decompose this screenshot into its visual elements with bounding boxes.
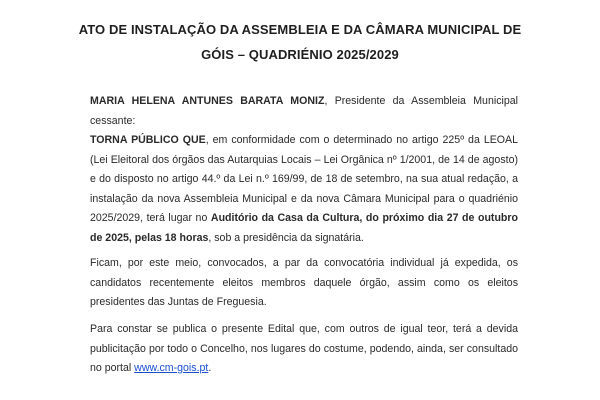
president-name: MARIA HELENA ANTUNES BARATA MONIZ	[90, 95, 325, 107]
paragraph-publication	[90, 320, 518, 379]
portal-link[interactable]: www.cm-gois.pt	[134, 362, 209, 374]
presidency-text: , sob a presidência da signatária.	[208, 231, 364, 244]
document-title-line-2: GÓIS – QUADRIÉNIO 2025/2029	[201, 47, 399, 62]
paragraph-convocation: Ficam, por este meio, convocados, a par da convocatória individual já expedida, os candidatos recentemente eleitos membros daquele órgão, assim como os eleitos presidentes das Juntas de Freguesia.	[90, 257, 518, 308]
publication-end: .	[208, 362, 212, 374]
document-title-line-1: ATO DE INSTALAÇÃO DA ASSEMBLEIA E DA CÂMARA MUNICIPAL DE	[78, 22, 522, 37]
president-role-text: , Presidente da Assembleia Municipal cessante:	[90, 95, 518, 127]
paragraph-announcement	[90, 92, 518, 248]
publication-text: Para constar se publica o presente Edital que, com outros de igual teor, terá a devida publicitação por todo o Concelho, nos lugares do costume, podendo, ainda, ser consultado no portal	[90, 323, 518, 374]
legal-basis-text: , em conformidade com o determinado no artigo 225º da LEOAL (Lei Eleitoral dos órgãos das Autarquias Locais – Lei Orgânica nº 1/2001, de 14 de agosto) e do disposto no artigo 44.º da Lei n.º 169/99, de 18 de setembro, na sua atual redação, a instalação da nova Assembleia Municipal e da nova Câmara Municipal para o quadriénio 2025/2029, terá lugar no	[90, 134, 518, 224]
announce-phrase: TORNA PÚBLICO QUE	[90, 134, 206, 146]
venue-date-text: Auditório da Casa da Cultura, do próximo dia 27 de outubro de 2025, pelas 18 horas	[90, 212, 518, 244]
